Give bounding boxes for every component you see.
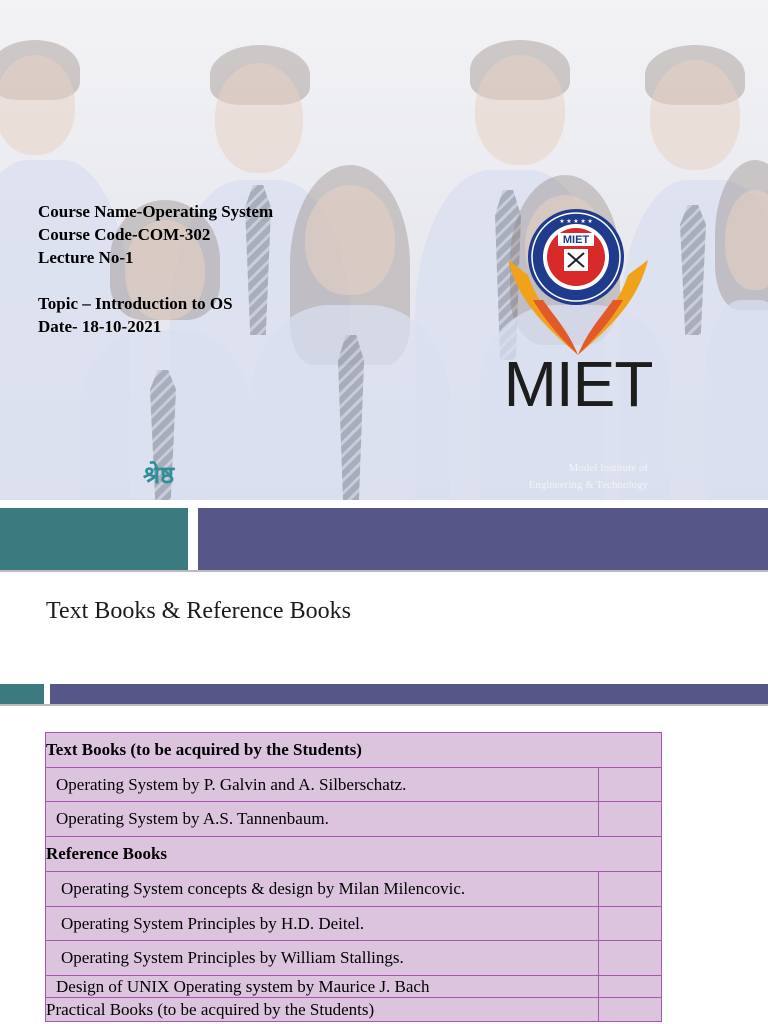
- institute-name-line2: Engineering & Technology: [528, 479, 648, 491]
- lecture-date: Date- 18-10-2021: [38, 317, 162, 336]
- slide-title: Text Books & Reference Books: [46, 598, 351, 624]
- book-item: Operating System by A.S. Tannenbaum.: [56, 809, 329, 828]
- table-row: [46, 836, 661, 871]
- course-name: Course Name-Operating System: [38, 202, 274, 221]
- footer-band-purple: [198, 508, 768, 570]
- title-divider: [0, 704, 768, 706]
- table-row: [46, 940, 661, 975]
- book-item: Operating System Principles by H.D. Deitel.: [61, 913, 365, 933]
- book-item: Operating System concepts & design by Milan Milencovic.: [61, 879, 466, 898]
- course-code: Course Code-COM-302: [38, 225, 211, 244]
- table-row: [46, 997, 661, 1021]
- books-table: [45, 732, 662, 1022]
- title-band-purple: [50, 684, 768, 704]
- book-item: Operating System by P. Galvin and A. Silberschatz.: [56, 774, 407, 794]
- table-row: [46, 906, 661, 940]
- course-info: [38, 200, 273, 338]
- lecture-topic: Topic – Introduction to OS: [38, 294, 233, 313]
- footer-band-teal: [0, 508, 188, 570]
- logo-badge-text: MIET: [562, 234, 590, 246]
- practical-books-header: Practical Books (to be acquired by the Students): [46, 999, 375, 1019]
- table-row: [46, 975, 661, 997]
- footer-divider: [0, 570, 768, 572]
- book-item: Design of UNIX Operating system by Maurice J. Bach: [56, 976, 430, 996]
- table-row: [46, 801, 661, 836]
- title-band-teal: [0, 684, 44, 704]
- svg-text:★ ★ ★ ★ ★: ★ ★ ★ ★ ★: [559, 219, 593, 225]
- book-item: Operating System Principles by William Stallings.: [61, 948, 404, 967]
- table-row: [46, 767, 661, 801]
- miet-logo-wordmark: MIET: [503, 348, 653, 420]
- table-row: [46, 733, 661, 767]
- reference-books-header: Reference Books: [46, 844, 168, 863]
- institute-name: [488, 460, 648, 494]
- title-slide: [0, 0, 768, 500]
- text-books-header: Text Books (to be acquired by the Students): [46, 740, 362, 759]
- shreshtha-watermark: श्रेष्ठ: [143, 461, 175, 489]
- institute-name-line1: Model Institute of: [568, 462, 648, 474]
- lecture-number: Lecture No-1: [38, 248, 134, 267]
- table-row: [46, 871, 661, 906]
